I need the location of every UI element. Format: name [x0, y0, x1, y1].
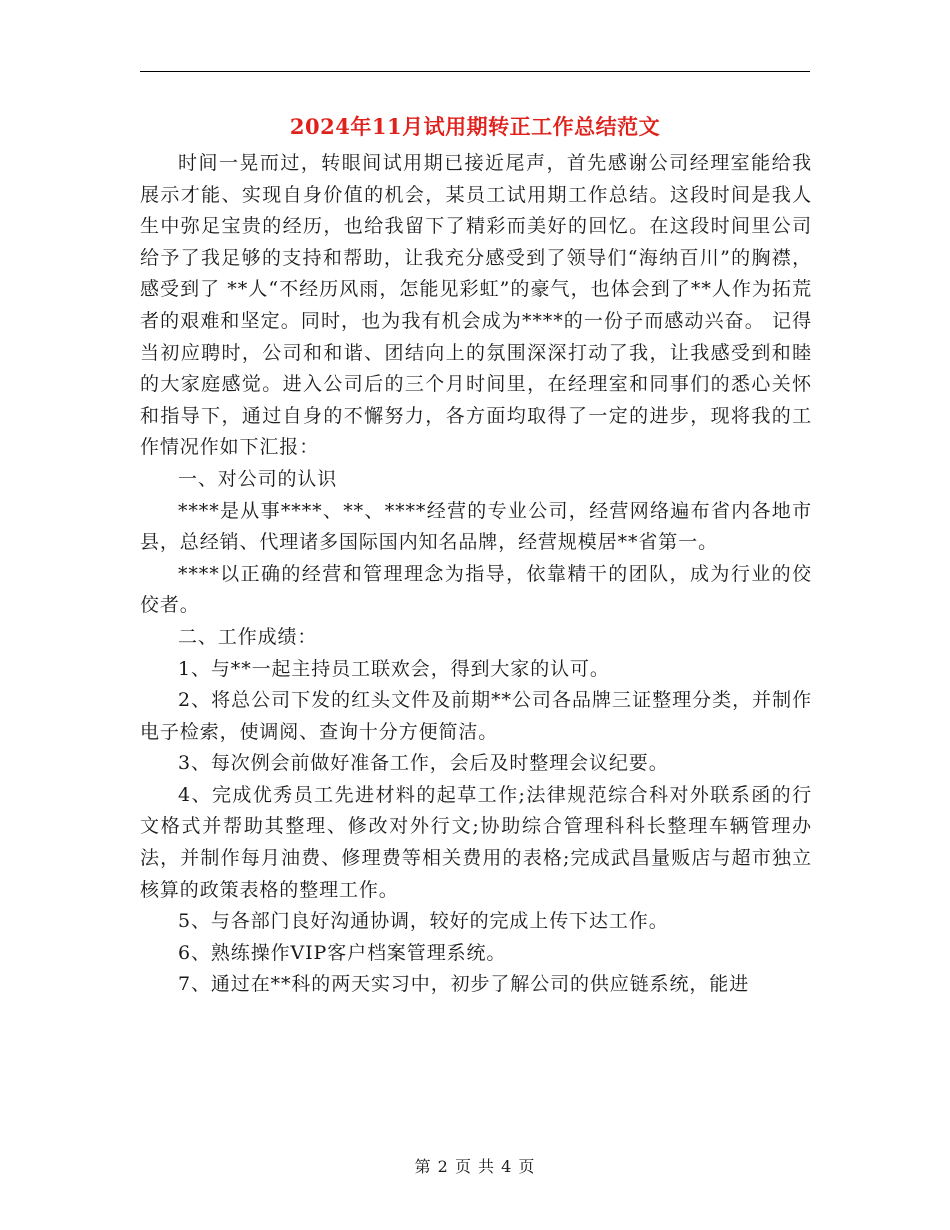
- paragraph-company-1: ****是从事****、**、****经营的专业公司，经营网络遍布省内各地市县，总经销、代理诸多国际国内知名品牌，经营规模居**省第一。: [140, 499, 812, 554]
- header-rule: [140, 71, 810, 72]
- list-item-6: 6、熟练操作VIP客户档案管理系统。: [178, 941, 507, 964]
- list-item-3: 3、每次例会前做好准备工作，会后及时整理会议纪要。: [178, 752, 669, 775]
- page-footer: [0, 1154, 950, 1177]
- paragraph-company-2: ****以正确的经营和管理理念为指导，依靠精干的团队，成为行业的佼佼者。: [140, 562, 812, 617]
- section-heading-company: 一、对公司的认识: [178, 467, 338, 490]
- list-item-2: 2、将总公司下发的红头文件及前期**公司各品牌三证整理分类，并制作电子检索，使调阅、查询十分方便简洁。: [140, 689, 812, 743]
- list-item-1: 1、与**一起主持员工联欢会，得到大家的认可。: [178, 657, 610, 680]
- document-body: [140, 148, 812, 1001]
- document-title: 2024年11月试用期转正工作总结范文: [289, 114, 661, 139]
- list-item-4: 4、完成优秀员工先进材料的起草工作;法律规范综合科对外联系函的行文格式并帮助其整理、修改对外行文;协助综合管理科科长整理车辆管理办法，并制作每月油费、修理费等相关费用的表格;完成武昌量贩店与超市独立核算的政策表格的整理工作。: [140, 783, 812, 901]
- paragraph-intro: 时间一晃而过，转眼间试用期已接近尾声，首先感谢公司经理室能给我展示才能、实现自身价值的机会，某员工试用期工作总结。这段时间是我人生中弥足宝贵的经历，也给我留下了精彩而美好的回忆。在这段时间里公司给予了我足够的支持和帮助，让我充分感受到了领导们“海纳百川”的胸襟，感受到了 **人“不经历风雨，怎能见彩虹”的豪气，也体会到了**人作为拓荒者的艰难和坚定。同时，也为我有机会成为****的一份子而感动兴奋。 记得当初应聘时，公司和和谐、团结向上的氛围深深打动了我，让我感受到和睦的大家庭感觉。进入公司后的三个月时间里，在经理室和同事们的悉心关怀和指导下，通过自身的不懈努力，各方面均取得了一定的进步，现将我的工作情况作如下汇报：: [140, 152, 812, 459]
- section-heading-achievements: 二、工作成绩：: [178, 625, 318, 648]
- list-item-5: 5、与各部门良好沟通协调，较好的完成上传下达工作。: [178, 910, 669, 933]
- list-item-7: 7、通过在**科的两天实习中，初步了解公司的供应链系统，能进: [178, 973, 750, 996]
- page-number: 第 2 页 共 4 页: [414, 1157, 536, 1176]
